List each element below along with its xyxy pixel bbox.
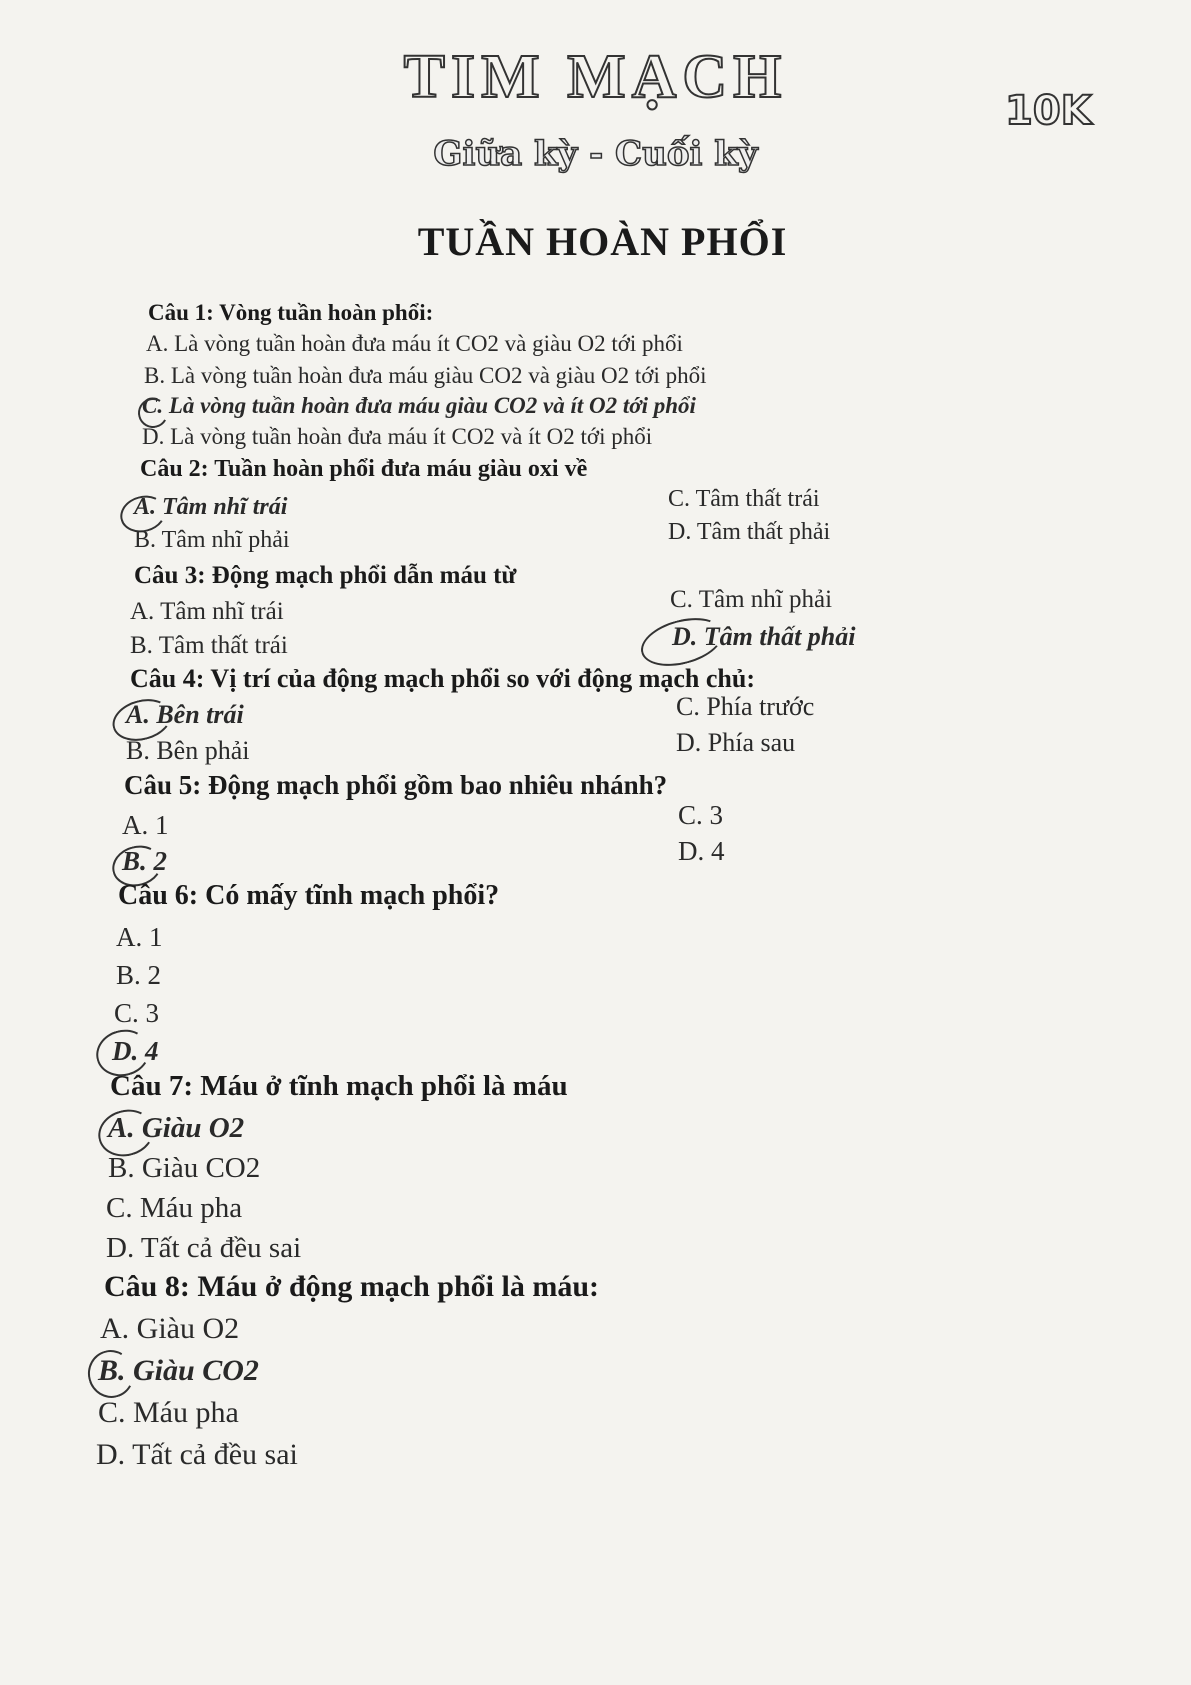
q4-option-a-marked: A. Bên trái [126,700,244,729]
q7-option-a-marked: A. Giàu O2 [108,1112,245,1144]
brand-logo-text: TIM MẠCH [403,43,788,111]
q8-option-b-marked: B. Giàu CO2 [98,1354,259,1387]
q6-option-c: C. 3 [114,998,160,1028]
q3-option-b: B. Tâm thất trái [130,632,288,659]
q1-option-d: D. Là vòng tuần hoàn đưa máu ít CO2 và ít O2 tới phổi [142,424,653,449]
q7-option-b: B. Giàu CO2 [108,1152,261,1184]
exam-subtitle: Giữa kỳ - Cuối kỳ [433,134,758,174]
page-title: TUẦN HOÀN PHỔI [417,219,788,264]
q3-option-d-marked: D. Tâm thất phải [672,622,856,651]
q2-option-a-marked: A. Tâm nhĩ trái [134,494,288,520]
q4-option-b: B. Bên phải [126,736,250,765]
question-6: Câu 6: Có mấy tĩnh mạch phổi? [118,880,500,911]
question-1: Câu 1: Vòng tuần hoàn phổi: [148,300,434,325]
q6-option-b: B. 2 [116,960,162,990]
q1-option-a: A. Là vòng tuần hoàn đưa máu ít CO2 và giàu O2 tới phổi [146,331,683,356]
q6-option-d-marked: D. 4 [112,1036,159,1066]
q2-option-c: C. Tâm thất trái [668,486,820,512]
q7-option-c: C. Máu pha [106,1192,243,1224]
price-badge: 10K [1005,88,1092,134]
question-2: Câu 2: Tuần hoàn phổi đưa máu giàu oxi về [140,456,588,482]
q3-option-c: C. Tâm nhĩ phải [670,586,833,613]
q5-option-c: C. 3 [678,800,724,830]
q3-option-a: A. Tâm nhĩ trái [130,598,284,625]
question-7: Câu 7: Máu ở tĩnh mạch phổi là máu [110,1070,568,1102]
q4-option-c: C. Phía trước [676,692,815,721]
q7-option-d: D. Tất cả đều sai [106,1232,302,1264]
q2-option-b: B. Tâm nhĩ phải [134,527,290,553]
q5-option-b-marked: B. 2 [122,846,168,876]
q5-option-a: A. 1 [122,810,169,840]
q8-option-a: A. Giàu O2 [100,1312,240,1345]
question-3: Câu 3: Động mạch phổi dẫn máu từ [134,562,517,589]
question-8: Câu 8: Máu ở động mạch phổi là máu: [104,1270,600,1303]
q2-option-d: D. Tâm thất phải [668,519,831,545]
q8-option-d: D. Tất cả đều sai [96,1438,298,1471]
question-4: Câu 4: Vị trí của động mạch phổi so với động mạch chủ: [130,664,756,693]
q4-option-d: D. Phía sau [676,728,796,757]
q6-option-a: A. 1 [116,922,163,952]
question-5: Câu 5: Động mạch phổi gồm bao nhiêu nhánh? [124,770,668,800]
q1-option-c-marked: C. Là vòng tuần hoàn đưa máu giàu CO2 và ít O2 tới phổi [142,393,696,418]
q5-option-d: D. 4 [678,836,725,866]
q8-option-c: C. Máu pha [98,1396,239,1429]
q1-option-b: B. Là vòng tuần hoàn đưa máu giàu CO2 và giàu O2 tới phổi [144,363,707,388]
